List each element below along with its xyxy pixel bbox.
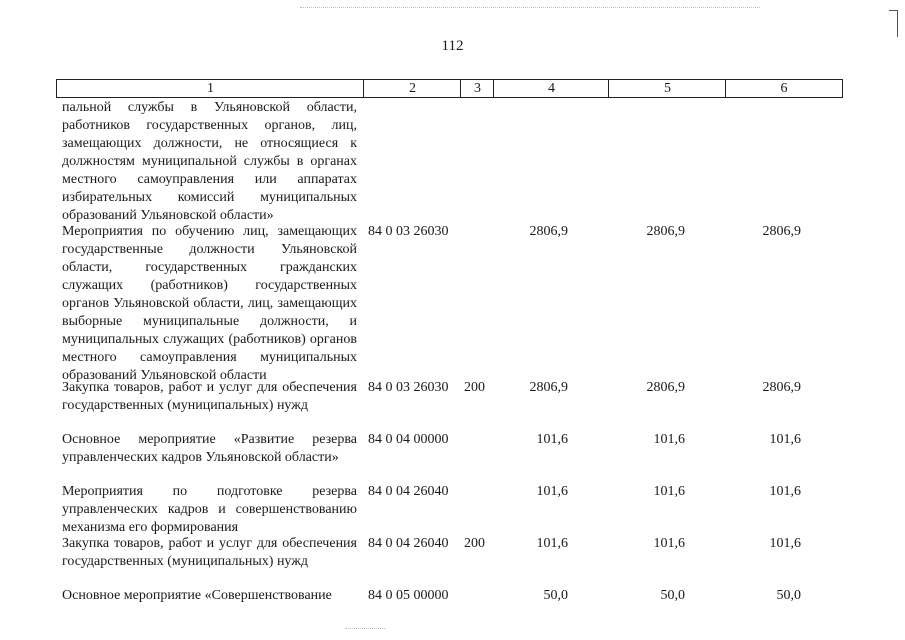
row-code: 84 0 04 26040	[368, 536, 449, 551]
row-description: Основное мероприятие «Развитие резерва управленческих кадров Ульяновской области»	[62, 432, 357, 465]
row-value-col5: 2806,9	[646, 380, 685, 395]
row-description: Закупка товаров, работ и услуг для обеспечения государственных (муниципальных) нужд	[62, 380, 357, 413]
row-code: 84 0 04 00000	[368, 432, 449, 447]
row-code: 84 0 03 26030	[368, 380, 449, 395]
scan-corner-mark	[889, 10, 898, 37]
header-col-1: 1	[56, 79, 364, 98]
table-row	[62, 587, 842, 607]
header-col-6: 6	[725, 79, 843, 98]
scan-artifact-bottom	[345, 628, 385, 630]
row-value-col5: 101,6	[653, 432, 685, 447]
row-value-col4: 2806,9	[529, 380, 568, 395]
table-body	[62, 99, 842, 607]
table-row	[62, 535, 842, 587]
row-code: 84 0 03 26030	[368, 224, 449, 239]
row-description: пальной службы в Ульяновской области, работников государственных органов, лиц, замещающих должности, не относящиеся к должностям муниципальной службы в органах местного самоуправления или аппаратах избирательных комиссий муниципальных образований Ульяновской области»	[62, 100, 357, 223]
header-col-3: 3	[460, 79, 494, 98]
header-col-4: 4	[493, 79, 609, 98]
row-description: Мероприятия по подготовке резерва управленческих кадров и совершенствованию механизма его формирования	[62, 484, 357, 535]
row-value-col4: 101,6	[536, 432, 568, 447]
row-value-col4: 101,6	[536, 536, 568, 551]
row-value-col5: 50,0	[660, 588, 685, 603]
row-value-col6: 101,6	[769, 536, 801, 551]
row-value-col4: 101,6	[536, 484, 568, 499]
table-row	[62, 223, 842, 383]
row-expense-type: 200	[464, 380, 485, 395]
header-col-2: 2	[363, 79, 461, 98]
row-value-col4: 2806,9	[529, 224, 568, 239]
row-value-col6: 101,6	[769, 484, 801, 499]
row-code: 84 0 05 00000	[368, 588, 449, 603]
page-number: 112	[441, 38, 464, 54]
row-value-col5: 101,6	[653, 536, 685, 551]
table-row	[62, 99, 842, 223]
row-value-col6: 2806,9	[762, 380, 801, 395]
row-description: Закупка товаров, работ и услуг для обеспечения государственных (муниципальных) нужд	[62, 536, 357, 569]
row-expense-type: 200	[464, 536, 485, 551]
row-value-col4: 50,0	[543, 588, 568, 603]
row-value-col6: 50,0	[776, 588, 801, 603]
row-value-col5: 101,6	[653, 484, 685, 499]
row-value-col5: 2806,9	[646, 224, 685, 239]
table-row	[62, 431, 842, 483]
table-row	[62, 379, 842, 431]
row-description: Основное мероприятие «Совершенствование	[62, 588, 332, 603]
row-description: Мероприятия по обучению лиц, замещающих государственные должности Ульяновской области, государственных гражданских служащих (работников) государственных органов Ульяновской области, лиц, замещающих выборные муниципальные должности, и муниципальных служащих (работников) органов местного самоуправления муниципальных образований Ульяновской области	[62, 224, 357, 383]
header-col-5: 5	[608, 79, 726, 98]
row-code: 84 0 04 26040	[368, 484, 449, 499]
row-value-col6: 2806,9	[762, 224, 801, 239]
scan-artifact-top	[300, 7, 760, 9]
row-value-col6: 101,6	[769, 432, 801, 447]
table-row	[62, 483, 842, 535]
